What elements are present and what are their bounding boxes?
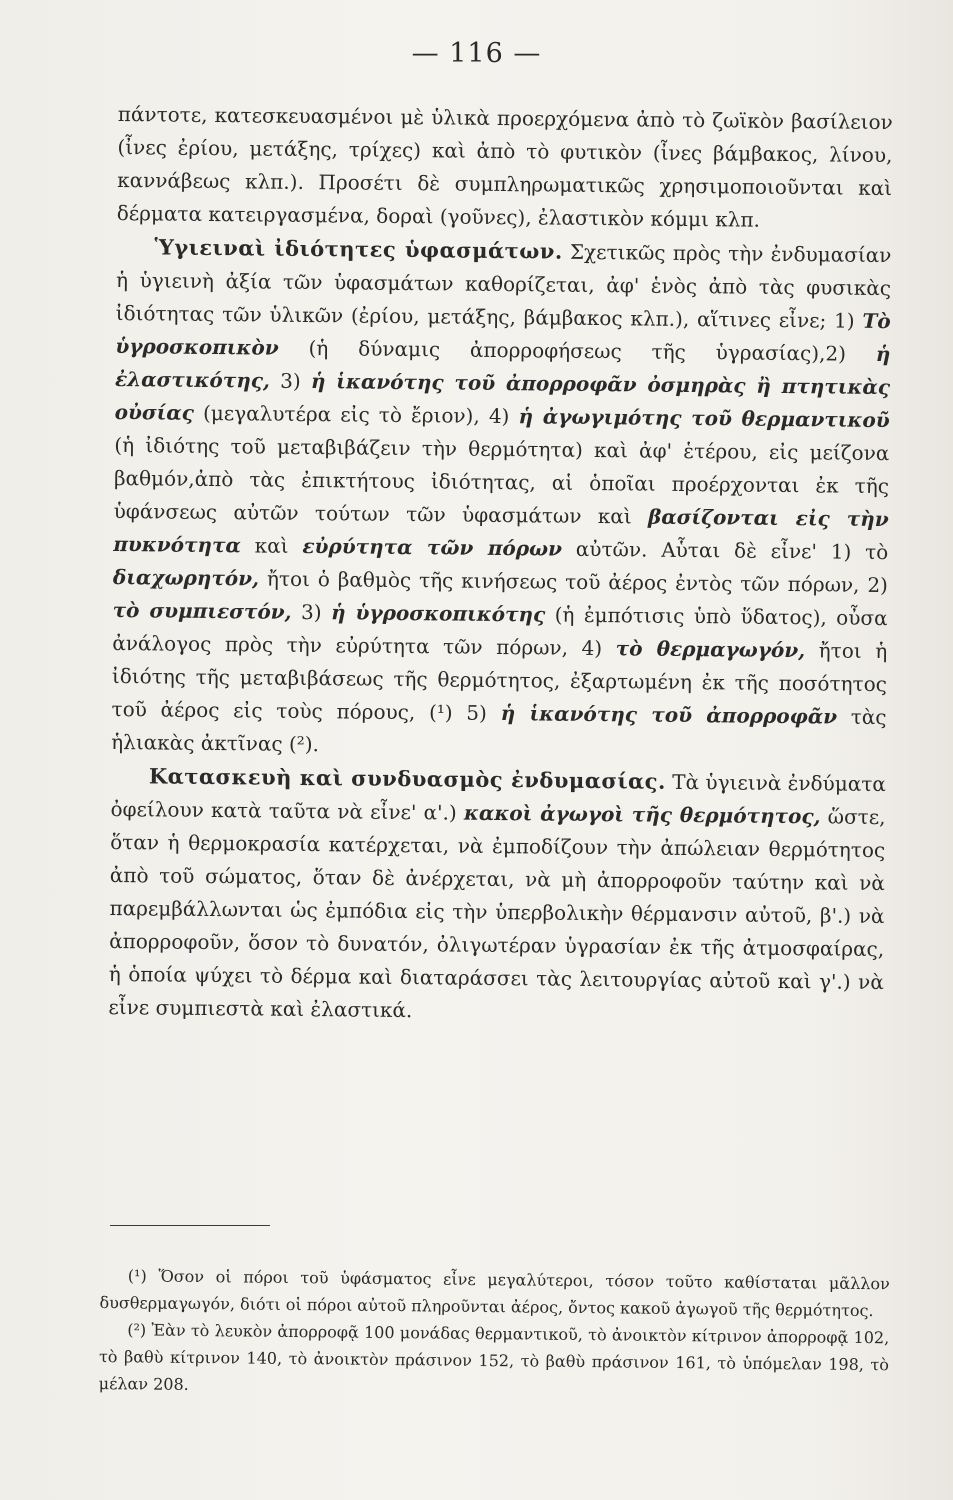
section-heading-construction: Κατασκευὴ καὶ συνδυασμὸς ἐνδυμασίας. (148, 763, 667, 794)
text-run: ἤτοι ἡ ἰδιότης τῆς μεταβιβάσεως τῆς θερμότητος, ἐξαρτωμένη ἐκ τῆς ποσότητος τοῦ ἀέρος εἰς τοὺς πόρους, (¹) 5) (111, 638, 888, 726)
emphasis-run: ἡ ἐλαστικότης, (114, 341, 891, 393)
emphasis-run: ἡ ἱκανότης τοῦ ἀπορροφᾶν ὀσμηρὰς ἢ πτητικὰς οὐσίας (114, 369, 891, 425)
text-run: (μεγαλυτέρα εἰς τὸ ἔριον), 4) (193, 400, 519, 429)
text-run: Τὰ ὑγιεινὰ ἐνδύματα ὀφείλουν κατὰ ταῦτα νὰ εἶνε' α'.) (110, 769, 886, 825)
paragraph-1 (117, 98, 893, 238)
text-run: (ἡ δύναμις ἀπορροφήσεως τῆς ὑγρασίας),2) (278, 335, 876, 366)
text-run: Σχετικῶς πρὸς τὴν ἐνδυμασίαν ἡ ὑγιεινὴ ἀξία τῶν ὑφασμάτων καθορίζεται, ἀφ' ἑνὸς ἀπὸ τὰς φυσικὰς ἰδιότητας τῶν ὑλικῶν (ἐρίου, μετάξης, βάμβακος κλπ.), αἵτινες εἶνε; 1) (115, 239, 892, 333)
emphasis-run: κακοὶ ἀγωγοὶ τῆς θερμότητος, (463, 800, 821, 829)
paragraph-3 (108, 759, 886, 1032)
text-run: 3) (269, 368, 312, 394)
section-heading-hygienic-properties: Ὑγιειναὶ ἰδιότητες ὑφασμάτων. (154, 234, 563, 264)
emphasis-run: Τὸ ὑγροσκοπικὸν (115, 308, 891, 360)
text-run: ὥστε, ὅταν ἡ θερμοκρασία κατέρχεται, νὰ ἐμποδίζουν τὴν ἀπώλειαν θερμότητος ἀπὸ τοῦ σώματος, ὅταν δὲ ἀνέρχεται, νὰ μὴ ἀπορροφοῦν ταύτην καὶ νὰ παρεμβάλλωνται ὡς ἐμπόδια εἰς τὴν ὑπερβολικὴν θέρμανσιν αὐτοῦ, β'.) νὰ ἀπορροφοῦν, ὅσον τὸ δυνατόν, ὀλιγωτέραν ὑγρασίαν ἐκ τῆς ἀτμοσφαίρας, ἡ ὁποία ψύχει τὸ δέρμα καὶ διαταράσσει τὰς λειτουργίας αὐτοῦ καὶ γ'.) νὰ εἶνε συμπιεστὰ καὶ ἐλαστικά. (108, 804, 886, 1023)
text-run: (ἡ ἰδιότης τοῦ μεταβιβάζειν τὴν θερμότητα) καὶ ἀφ' ἑτέρου, εἰς μείζονα βαθμόν,ἀπὸ τὰς ἐπικτήτους ἰδιότητας, αἱ ὁποῖαι προέρχονται ἐκ τῆς ὑφάνσεως αὐτῶν τούτων τῶν ὑφασμάτων καὶ (113, 432, 890, 529)
text-run: 3) (291, 599, 332, 625)
emphasis-run: ἡ ἀγωγιμότης τοῦ θερμαντικοῦ (518, 404, 890, 433)
footnote-1: (¹) Ὅσον οἱ πόροι τοῦ ὑφάσματος εἶνε μεγαλύτεροι, τόσον τοῦτο καθίσταται μᾶλλον δυσθερμαγωγόν, διότι οἱ πόροι αὐτοῦ πληροῦνται ἀέρος, ὄντος κακοῦ ἀγωγοῦ τῆς θερμότητος. (99, 1266, 890, 1321)
paragraph-1-text: πάντοτε, κατεσκευασμένοι μὲ ὑλικὰ προερχόμενα ἀπὸ τὸ ζωϊκὸν βασίλειον (ἶνες ἐρίου, μετάξης, τρίχες) καὶ ἀπὸ τὸ φυτικὸν (ἶνες βάμβακος, λίνου, καννάβεως κλπ.). Προσέτι δὲ συμπληρωματικῶς χρησιμοποιοῦνται καὶ δέρματα κατειργασμένα, δοραὶ (γοῦνες), ἐλαστικὸν κόμμι κλπ. (116, 101, 893, 232)
emphasis-run: διαχωρητόν, (112, 564, 260, 591)
emphasis-run: ἡ ὑγροσκοπικότης (330, 600, 546, 627)
page-number: — 116 — (411, 38, 542, 69)
text-run: καὶ (240, 533, 303, 558)
text-run: ἤτοι ὁ βαθμὸς τῆς κινήσεως τοῦ ἀέρος ἐντὸς τῶν πόρων, 2) (258, 566, 889, 598)
footnotes (99, 1262, 890, 1405)
emphasis-run: εὐρύτητα τῶν πόρων (302, 533, 563, 561)
paragraph-2 (111, 230, 891, 767)
main-text (108, 98, 893, 1032)
emphasis-run: βασίζονται εἰς τὴν πυκνότητα (113, 504, 889, 558)
text-run: τὰς ἡλιακὰς ἀκτῖνας (²). (111, 704, 887, 757)
text-run: αὐτῶν. Αὗται δὲ εἶνε' 1) τὸ (561, 536, 889, 565)
text-run: (ἡ ἐμπότισις ὑπὸ ὕδατος), οὖσα ἀνάλογος πρὸς τὴν εὐρύτητα τῶν πόρων, 4) (112, 602, 888, 661)
emphasis-run: ἡ ἱκανότης τοῦ ἀπορροφᾶν (500, 701, 838, 729)
emphasis-run: τὸ συμπιεστόν, (112, 597, 292, 624)
emphasis-run: τὸ θερμαγωγόν, (615, 636, 806, 663)
footnote-separator (110, 1225, 270, 1226)
footnote-2: (²) Ἐὰν τὸ λευκὸν ἀπορροφᾷ 100 μονάδας θερμαντικοῦ, τὸ ἀνοικτὸν κίτρινον ἀπορροφᾷ 102, τὸ βαθὺ κίτρινον 140, τὸ ἀνοικτὸν πράσινον 152, τὸ βαθὺ πράσινον 161, τὸ ὑπόμελαν 198, τὸ μέλαν 208. (98, 1320, 890, 1394)
